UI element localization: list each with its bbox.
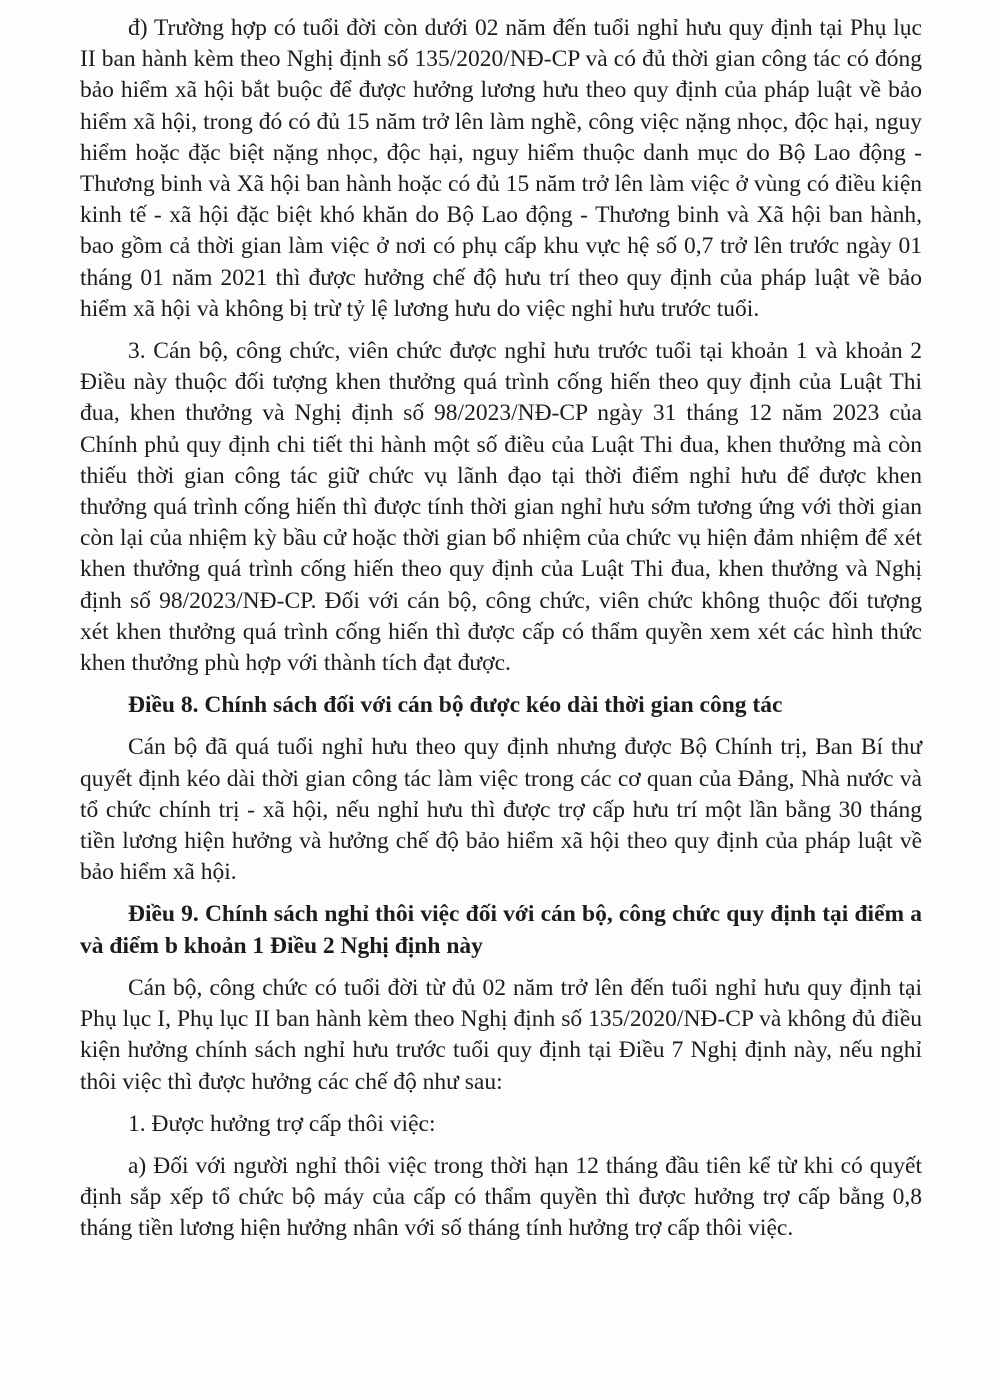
article-9-intro: Cán bộ, công chức có tuổi đời từ đủ 02 năm trở lên đến tuổi nghỉ hưu quy định tại Phụ lục I, Phụ lục II ban hành kèm theo Nghị định số 135/2020/NĐ-CP và không đủ điều kiện hưởng chính sách nghỉ hưu trước tuổi quy định tại Điều 7 Nghị định này, nếu nghỉ thôi việc thì được hưởng các chế độ như sau:: [80, 974, 922, 1095]
article-8-heading: Điều 8. Chính sách đối với cán bộ được kéo dài thời gian công tác: [128, 692, 783, 719]
article-8-body: Cán bộ đã quá tuổi nghỉ hưu theo quy định nhưng được Bộ Chính trị, Ban Bí thư quyết định kéo dài thời gian công tác làm việc trong các cơ quan của Đảng, Nhà nước và tổ chức chính trị - xã hội, nếu nghỉ hưu thì được trợ cấp hưu trí một lần bằng 30 tháng tiền lương hiện hưởng và hưởng chế độ bảo hiểm xã hội theo quy định của pháp luật về bảo hiểm xã hội.: [80, 734, 922, 886]
article-9-point-a: a) Đối với người nghỉ thôi việc trong thời hạn 12 tháng đầu tiên kể từ khi có quyết định sắp xếp tổ chức bộ máy của cấp có thẩm quyền thì được hưởng trợ cấp bằng 0,8 tháng tiền lương hiện hưởng nhân với số tháng tính hưởng trợ cấp thôi việc.: [80, 1152, 922, 1242]
article-9-heading: Điều 9. Chính sách nghỉ thôi việc đối với cán bộ, công chức quy định tại điểm a và điểm b khoản 1 Điều 2 Nghị định này: [80, 901, 922, 959]
paragraph-clause-3: 3. Cán bộ, công chức, viên chức được nghỉ hưu trước tuổi tại khoản 1 và khoản 2 Điều này thuộc đối tượng khen thưởng quá trình cống hiến theo quy định của Luật Thi đua, khen thưởng và Nghị định số 98/2023/NĐ-CP ngày 31 tháng 12 năm 2023 của Chính phủ quy định chi tiết thi hành một số điều của Luật Thi đua, khen thưởng mà còn thiếu thời gian công tác giữ chức vụ lãnh đạo tại thời điểm nghỉ hưu để được khen thưởng quá trình cống hiến thì được tính thời gian nghỉ hưu sớm tương ứng với thời gian còn lại của nhiệm kỳ bầu cử hoặc thời gian bổ nhiệm của chức vụ hiện đảm nhiệm để xét khen thưởng quá trình cống hiến theo quy định của Luật Thi đua, khen thưởng và Nghị định số 98/2023/NĐ-CP. Đối với cán bộ, công chức, viên chức không thuộc đối tượng xét khen thưởng quá trình cống hiến thì được cấp có thẩm quyền xem xét các hình thức khen thưởng phù hợp với thành tích đạt được.: [80, 338, 922, 677]
article-9-clause-1: 1. Được hưởng trợ cấp thôi việc:: [128, 1110, 436, 1137]
paragraph-point-d: đ) Trường hợp có tuổi đời còn dưới 02 năm đến tuổi nghỉ hưu quy định tại Phụ lục II ban hành kèm theo Nghị định số 135/2020/NĐ-CP và có đủ thời gian công tác có đóng bảo hiểm xã hội bắt buộc để được hưởng lương hưu theo quy định của pháp luật về bảo hiểm xã hội, trong đó có đủ 15 năm trở lên làm nghề, công việc nặng nhọc, độc hại, nguy hiểm hoặc đặc biệt nặng nhọc, độc hại, nguy hiểm thuộc danh mục do Bộ Lao động - Thương binh và Xã hội ban hành hoặc có đủ 15 năm trở lên làm việc ở vùng có điều kiện kinh tế - xã hội đặc biệt khó khăn do Bộ Lao động - Thương binh và Xã hội ban hành, bao gồm cả thời gian làm việc ở nơi có phụ cấp khu vực hệ số 0,7 trở lên trước ngày 01 tháng 01 năm 2021 thì được hưởng chế độ hưu trí theo quy định của pháp luật về bảo hiểm xã hội và không bị trừ tỷ lệ lương hưu do việc nghỉ hưu trước tuổi.: [80, 15, 922, 322]
